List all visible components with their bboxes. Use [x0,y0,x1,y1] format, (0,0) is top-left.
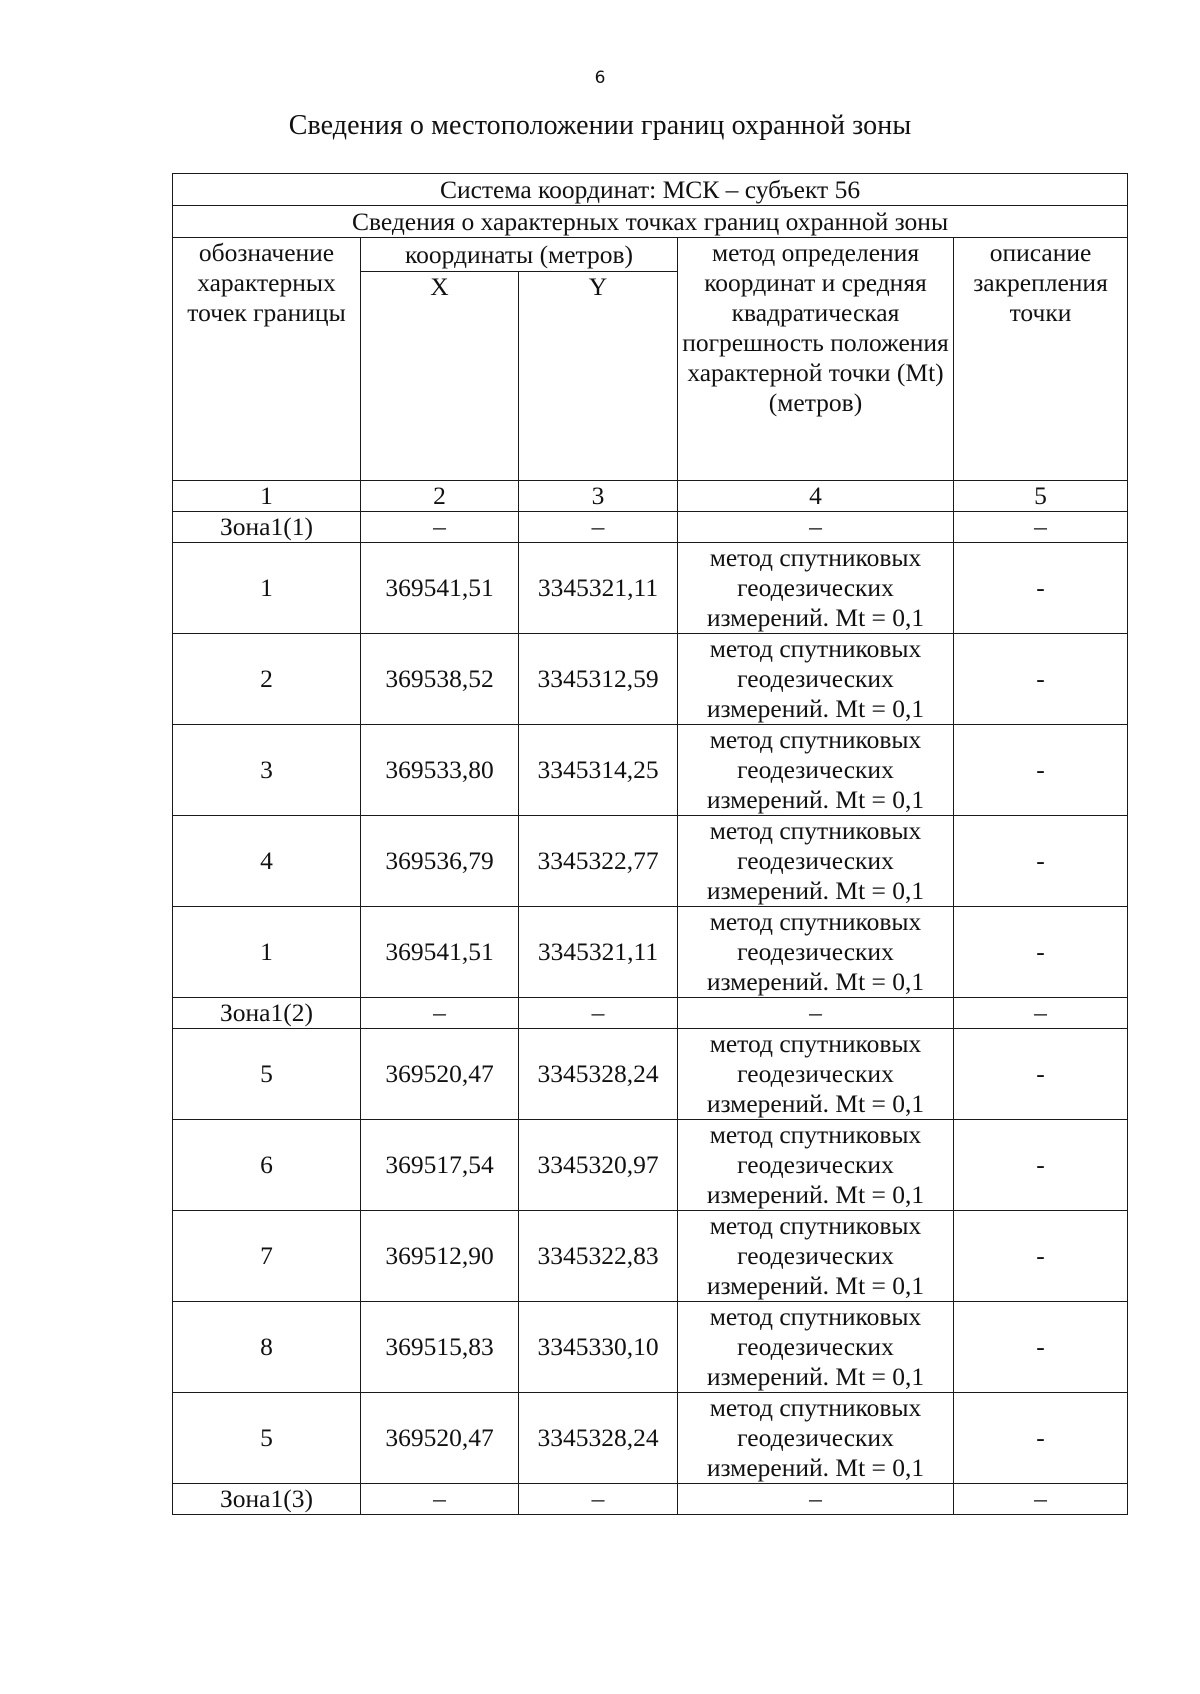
point-id-cell: 4 [173,816,361,907]
y-coord-cell: 3345328,24 [519,1029,678,1120]
y-coord-cell: 3345330,10 [519,1302,678,1393]
description-cell: - [954,1302,1128,1393]
point-id-cell: 1 [173,907,361,998]
y-coord-cell: – [519,1484,678,1515]
zone-row [173,998,1128,1029]
method-cell: – [678,1484,954,1515]
point-id-cell: 5 [173,1393,361,1484]
column-number: 5 [954,481,1128,512]
description-cell: - [954,816,1128,907]
method-cell: метод спутниковых геодезических измерений. Mt = 0,1 [678,634,954,725]
table-row [173,1393,1128,1484]
y-coord-cell: – [519,512,678,543]
description-cell: – [954,998,1128,1029]
header-coords: координаты (метров) [361,238,678,272]
description-cell: - [954,634,1128,725]
y-coord-cell: – [519,998,678,1029]
section-title-cell: Сведения о характерных точках границ охранной зоны [173,206,1128,238]
description-cell: – [954,512,1128,543]
description-cell: - [954,543,1128,634]
column-numbers-row [173,481,1128,512]
method-cell: метод спутниковых геодезических измерений. Mt = 0,1 [678,1211,954,1302]
description-cell: - [954,1029,1128,1120]
x-coord-cell: 369515,83 [361,1302,519,1393]
zone-row [173,512,1128,543]
x-coord-cell: – [361,998,519,1029]
description-cell: - [954,1211,1128,1302]
header-point: обозначение характерных точек границы [173,238,361,481]
description-cell: – [954,1484,1128,1515]
method-cell: метод спутниковых геодезических измерений. Mt = 0,1 [678,1029,954,1120]
zone-row [173,1484,1128,1515]
x-coord-cell: 369533,80 [361,725,519,816]
method-cell: метод спутниковых геодезических измерений. Mt = 0,1 [678,725,954,816]
x-coord-cell: 369520,47 [361,1029,519,1120]
description-cell: - [954,907,1128,998]
page-title: Сведения о местоположении границ охранной зоны [288,110,912,141]
y-coord-cell: 3345314,25 [519,725,678,816]
column-number: 2 [361,481,519,512]
coord-system-cell: Система координат: МСК – субъект 56 [173,174,1128,206]
x-coord-cell: 369538,52 [361,634,519,725]
point-id-cell: 3 [173,725,361,816]
method-cell: метод спутниковых геодезических измерений. Mt = 0,1 [678,1393,954,1484]
point-id-cell: 6 [173,1120,361,1211]
column-number: 3 [519,481,678,512]
x-coord-cell: 369541,51 [361,543,519,634]
column-number: 4 [678,481,954,512]
table-row [173,907,1128,998]
section-title-row [173,206,1128,238]
table-row [173,1211,1128,1302]
method-cell: метод спутниковых геодезических измерений. Mt = 0,1 [678,816,954,907]
point-id-cell: 2 [173,634,361,725]
y-coord-cell: 3345321,11 [519,907,678,998]
table-row [173,634,1128,725]
method-cell: – [678,512,954,543]
table-row [173,1120,1128,1211]
y-coord-cell: 3345321,11 [519,543,678,634]
y-coord-cell: 3345312,59 [519,634,678,725]
description-cell: - [954,1120,1128,1211]
table-row [173,725,1128,816]
x-coord-cell: 369536,79 [361,816,519,907]
table-row [173,1029,1128,1120]
description-cell: - [954,725,1128,816]
header-description: описание закрепления точки [954,238,1128,481]
x-coord-cell: – [361,512,519,543]
header-row [173,238,1128,272]
x-coord-cell: 369541,51 [361,907,519,998]
x-coord-cell: 369517,54 [361,1120,519,1211]
description-cell: - [954,1393,1128,1484]
point-id-cell: 5 [173,1029,361,1120]
y-coord-cell: 3345322,77 [519,816,678,907]
y-coord-cell: 3345322,83 [519,1211,678,1302]
x-coord-cell: 369520,47 [361,1393,519,1484]
header-method: метод определения координат и средняя квадратическая погрешность положения характерной точки (Mt) (метров) [678,238,954,481]
table-row [173,1302,1128,1393]
page-number: 6 [594,68,606,88]
point-id-cell: Зона1(1) [173,512,361,543]
point-id-cell: 1 [173,543,361,634]
point-id-cell: Зона1(2) [173,998,361,1029]
point-id-cell: 8 [173,1302,361,1393]
method-cell: метод спутниковых геодезических измерений. Mt = 0,1 [678,543,954,634]
method-cell: метод спутниковых геодезических измерений. Mt = 0,1 [678,907,954,998]
y-coord-cell: 3345328,24 [519,1393,678,1484]
table-row [173,816,1128,907]
table-row [173,543,1128,634]
method-cell: метод спутниковых геодезических измерений. Mt = 0,1 [678,1120,954,1211]
boundary-points-table [172,173,1128,1515]
header-x: X [361,272,519,481]
y-coord-cell: 3345320,97 [519,1120,678,1211]
coord-system-row [173,174,1128,206]
point-id-cell: 7 [173,1211,361,1302]
method-cell: метод спутниковых геодезических измерений. Mt = 0,1 [678,1302,954,1393]
header-y: Y [519,272,678,481]
x-coord-cell: – [361,1484,519,1515]
point-id-cell: Зона1(3) [173,1484,361,1515]
column-number: 1 [173,481,361,512]
x-coord-cell: 369512,90 [361,1211,519,1302]
method-cell: – [678,998,954,1029]
